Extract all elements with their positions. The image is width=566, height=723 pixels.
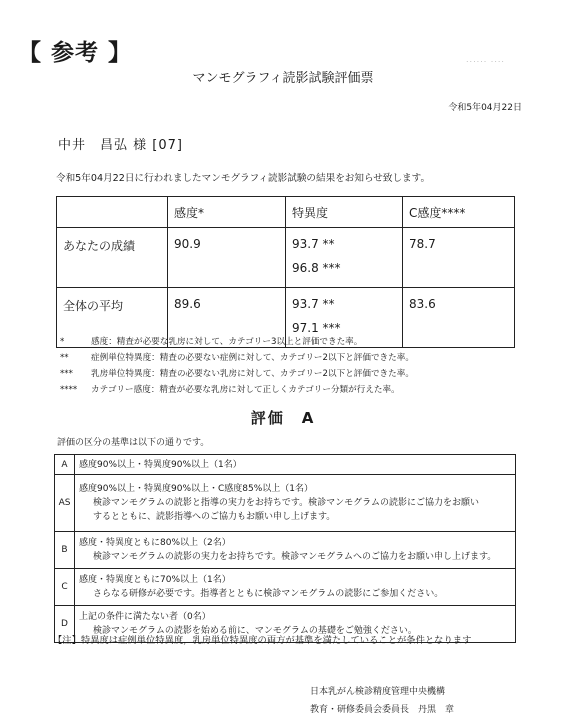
criteria-description — [75, 532, 516, 569]
note-text: 症例単位特異度：精査の必要ない症例に対して、カテゴリー2以下と評価できた率。 — [91, 353, 414, 363]
note-item — [60, 382, 414, 398]
sensitivity-value: 89.6 — [168, 288, 286, 348]
issue-date: 令和5年04月22日 — [448, 103, 522, 113]
criteria-line: 感度90%以上・特異度90%以上（1名） — [79, 459, 242, 470]
criteria-line: 検診マンモグラムの読影を始める前に、マンモグラムの基礎をご勉強ください。 — [93, 626, 417, 636]
grade-label: A — [55, 455, 75, 475]
criteria-line: 感度90%以上・特異度90%以上・C感度85%以上（1名） — [79, 484, 314, 494]
specificity-values — [286, 228, 403, 288]
grade-label: D — [55, 606, 75, 643]
document-title: マンモグラフィ読影試験評価票 — [192, 71, 374, 86]
criteria-row-c — [55, 569, 516, 606]
criteria-line: 検診マンモグラムの読影の実力をお持ちです。検診マンモグラムへのご協力をお願い申し上げます。 — [93, 552, 497, 562]
note-mark: **** — [60, 385, 78, 395]
criteria-line: 感度・特異度ともに80%以上（2名） — [79, 538, 231, 548]
table-row-your-score — [57, 228, 515, 288]
row-label: あなたの成績 — [57, 228, 168, 288]
faint-stamp-mark: ...... .... — [466, 55, 505, 64]
reference-label: 【 参考 】 — [18, 40, 133, 66]
score-table — [56, 196, 515, 348]
sensitivity-value: 90.9 — [168, 228, 286, 288]
criteria-row-a — [55, 455, 516, 475]
grade-label: C — [55, 569, 75, 606]
criteria-intro: 評価の区分の基準は以下の通りです。 — [57, 438, 210, 448]
issuing-organization: 日本乳がん検診精度管理中央機構 — [310, 687, 446, 697]
c-sensitivity-value: 78.7 — [403, 228, 515, 288]
c-sensitivity-value: 83.6 — [403, 288, 515, 348]
recipient-name: 中井 昌弘 様 [07] — [58, 138, 183, 153]
header-specificity: 特異度 — [286, 197, 403, 228]
criteria-line: さらなる研修が必要です。指導者とともに検診マンモグラムの読影にご参加ください。 — [93, 589, 444, 599]
note-item — [60, 334, 414, 350]
note-mark: *** — [60, 369, 73, 379]
criteria-line: するとともに、読影指導へのご協力もお願い申し上げます。 — [93, 512, 336, 522]
criteria-row-b — [55, 532, 516, 569]
header-blank — [57, 197, 168, 228]
note-mark: ** — [60, 353, 69, 363]
criteria-description — [75, 475, 516, 532]
note-mark: * — [60, 337, 65, 347]
criteria-table — [54, 454, 516, 643]
evaluation-grade-title: 評価 A — [250, 409, 316, 427]
row-label: 全体の平均 — [57, 288, 168, 348]
note-text: 感度：精査が必要な乳房に対して、カテゴリー3以上と評価できた率。 — [91, 337, 363, 347]
criteria-line: 感度・特異度ともに70%以上（1名） — [79, 575, 231, 585]
criteria-row-as — [55, 475, 516, 532]
note-item — [60, 366, 414, 382]
grade-label: AS — [55, 475, 75, 532]
definition-notes — [60, 334, 414, 398]
footnote: 【注】特異度は症例単位特異度，乳房単位特異度の両方が基準を満たしていることが条件となります — [53, 635, 472, 646]
note-item — [60, 350, 414, 366]
criteria-description — [75, 455, 516, 475]
score-table-header — [57, 197, 515, 228]
breast-specificity-value: 96.8 *** — [292, 261, 341, 275]
case-specificity-value: 93.7 ** — [292, 237, 335, 251]
case-specificity-value: 93.7 ** — [292, 297, 335, 311]
criteria-line: 上記の条件に満たない者（0名） — [79, 612, 211, 622]
header-sensitivity: 感度* — [168, 197, 286, 228]
note-text: 乳房単位特異度：精査の必要ない乳房に対して、カテゴリー2以下と評価できた率。 — [91, 369, 414, 379]
criteria-description — [75, 569, 516, 606]
signatory: 教育・研修委員会委員長 丹黒 章 — [310, 705, 455, 715]
criteria-line: 検診マンモグラムの読影と指導の実力をお持ちです。検診マンモグラムの読影にご協力をお願い — [93, 498, 480, 508]
note-text: カテゴリー感度：精査が必要な乳房に対して正しくカテゴリー分類が行えた率。 — [91, 385, 400, 395]
notice-text: 令和5年04月22日に行われましたマンモグラフィ読影試験の結果をお知らせ致します。 — [56, 173, 431, 184]
breast-specificity-value: 97.1 *** — [292, 321, 341, 335]
header-c-sensitivity: C感度**** — [403, 197, 515, 228]
grade-label: B — [55, 532, 75, 569]
